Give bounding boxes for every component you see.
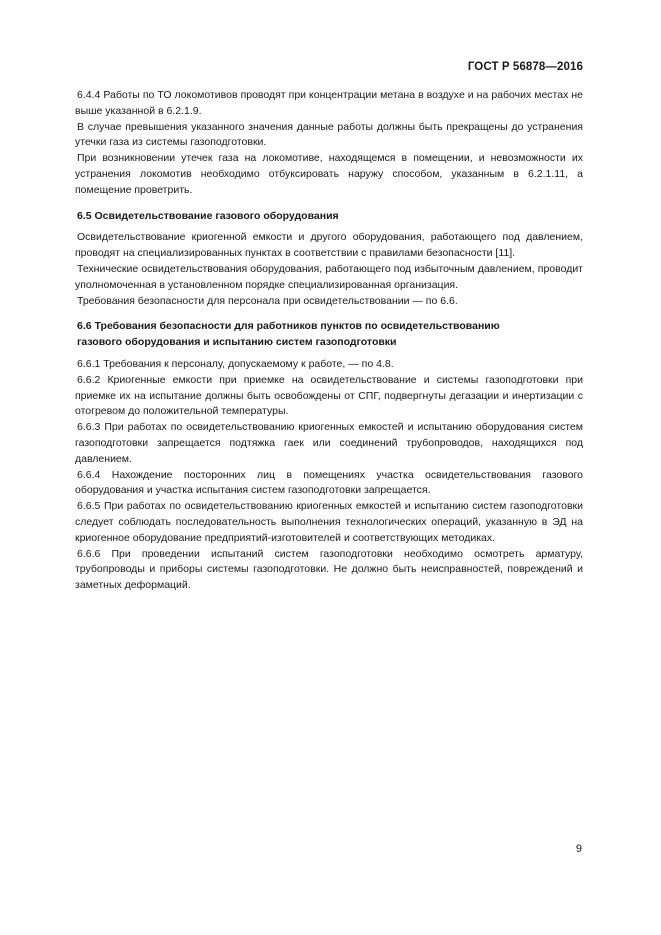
- page-number: 9: [575, 843, 582, 855]
- paragraph: Освидетельствование криогенной емкости и другого оборудования, работающего под давлением, проводят на специализированных пунктах в соответствии с правилами безопасности [11].: [75, 231, 583, 260]
- section-title-6-5: 6.5 Освидетельствование газового оборудования: [77, 209, 339, 222]
- paragraph-6-6-1: 6.6.1 Требования к персоналу, допускаемому к работе, — по 4.8.: [77, 357, 394, 370]
- paragraph: Требования безопасности для персонала при освидетельствовании — по 6.6.: [77, 294, 458, 307]
- paragraph: При возникновении утечек газа на локомотиве, находящемся в помещении, и невозможности их устранения локомотив необходимо отбуксировать наружу способом, указанным в 6.2.1.11, а помещение проветрить.: [75, 152, 583, 196]
- paragraph-6-6-5: 6.6.5 При работах по освидетельствованию криогенных емкостей и испытанию систем газоподготовки следует соблюдать последовательность выполнения технологических операций, указанную в ЭД на криогенное оборудование предприятий-изготовителей и соответствующих методиках.: [75, 500, 583, 544]
- section-6-6: [75, 319, 583, 594]
- paragraph-6-6-2: 6.6.2 Криогенные емкости при приемке на освидетельствование и системы газоподготовки при приемке их на испытание должны быть освобождены от СПГ, подвергнуты дегазации и инертизации с отогревом до положительной температуры.: [75, 373, 583, 418]
- paragraph-6-6-3: 6.6.3 При работах по освидетельствованию криогенных емкостей и испытанию оборудования систем газоподготовки запрещается подтяжка гаек или соединений трубопроводов, находящихся под давлением.: [75, 421, 583, 465]
- section-title-6-6: [77, 319, 583, 351]
- section-title-line: газового оборудования и испытанию систем газоподготовки: [77, 336, 397, 349]
- paragraph-6-6-6: 6.6.6 При проведении испытаний систем газоподготовки необходимо осмотреть арматуру, трубопроводы и приборы системы газоподготовки. Не должно быть неисправностей, повреждений и заметных деформаций.: [75, 547, 583, 592]
- paragraph-6-6-4: 6.6.4 Нахождение посторонних лиц в помещениях участка освидетельствования газового оборудования и участка испытания систем газоподготовки запрещается.: [75, 468, 583, 497]
- document-body: [75, 88, 583, 594]
- section-6-5: [75, 209, 583, 310]
- paragraph: В случае превышения указанного значения данные работы должны быть прекращены до устранения утечки газа из системы газоподготовки.: [75, 120, 583, 149]
- section-title-line: 6.6 Требования безопасности для работников пунктов по освидетельствованию: [77, 320, 500, 333]
- paragraph-6-4-4: 6.4.4 Работы по ТО локомотивов проводят при концентрации метана в воздухе и на рабочих местах не выше указанной в 6.2.1.9.: [75, 89, 583, 117]
- standard-number: ГОСТ Р 56878—2016: [467, 61, 583, 73]
- paragraph: Технические освидетельствования оборудования, работающего под избыточным давлением, проводит уполномоченная в установленном порядке специализированная организация.: [75, 262, 583, 291]
